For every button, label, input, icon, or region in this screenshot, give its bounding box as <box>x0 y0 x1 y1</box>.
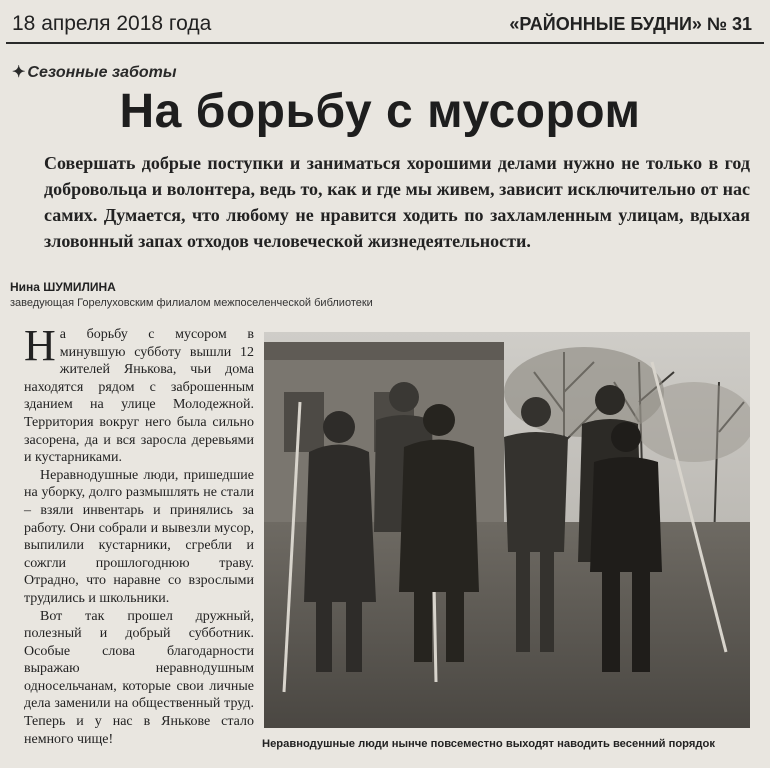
issue-date: 18 апреля 2018 года <box>12 12 212 35</box>
body-paragraph-1 <box>24 321 254 467</box>
article-lead: Совершать добрые поступки и заниматься хорошими делами нужно не только в год добровольца и волонтера, ведь то, как и где мы живем, зависит исключительно от нас самих. Думается, что любому не нравится ходить по захламленным улицам, вдыхая зловонный запах отходов человеческой жизнедеятельности. <box>44 153 750 251</box>
newspaper-name-and-issue: «РАЙОННЫЕ БУДНИ» № 31 <box>509 14 752 34</box>
author-role: заведующая Горелуховским филиалом межпоселенческой библиотеки <box>10 297 373 309</box>
group-photo-illustration <box>264 332 750 728</box>
rubric <box>12 62 177 82</box>
drop-cap: Н <box>24 321 56 370</box>
article-body <box>24 321 254 748</box>
body-paragraph-1-text: а борьбу с мусором в минувшую субботу вышли 12 жителей Янькова, чьи дома находятся рядом с заброшенным зданием на улице Молодежной. Территория вокруг него была сильно засорена, да и вся заросла деревьями и кустарниками. <box>24 327 254 466</box>
author-name: Нина ШУМИЛИНА <box>10 280 116 294</box>
photo-caption: Неравнодушные люди нынче повсеместно выходят наводить весенний порядок <box>262 738 715 750</box>
rubric-label: Сезонные заботы <box>27 64 177 81</box>
body-paragraph-2: Неравнодушные люди, пришедшие на уборку, долго размышлять не стали – взяли инвентарь и принялись за работу. Они собрали и вывезли мусор, выпилили кустарники, сгребли и сожгли прошлогоднюю траву. Отрадно, что наравне со взрослыми трудились и школьники. <box>24 467 254 606</box>
page-header <box>0 0 770 44</box>
body-paragraph-3: Вот так прошел дружный, полезный и добрый субботник. Особые слова благодарности выражаю неравнодушным односельчанам, которые свои личные дела заменили на общественный труд. Теперь и у нас в Янькове стало немного чище! <box>24 608 254 747</box>
article-photo <box>264 332 750 728</box>
article-headline: На борьбу с мусором <box>119 85 641 138</box>
header-rule <box>6 42 764 44</box>
star-bullet-icon: ✦ <box>12 64 26 81</box>
